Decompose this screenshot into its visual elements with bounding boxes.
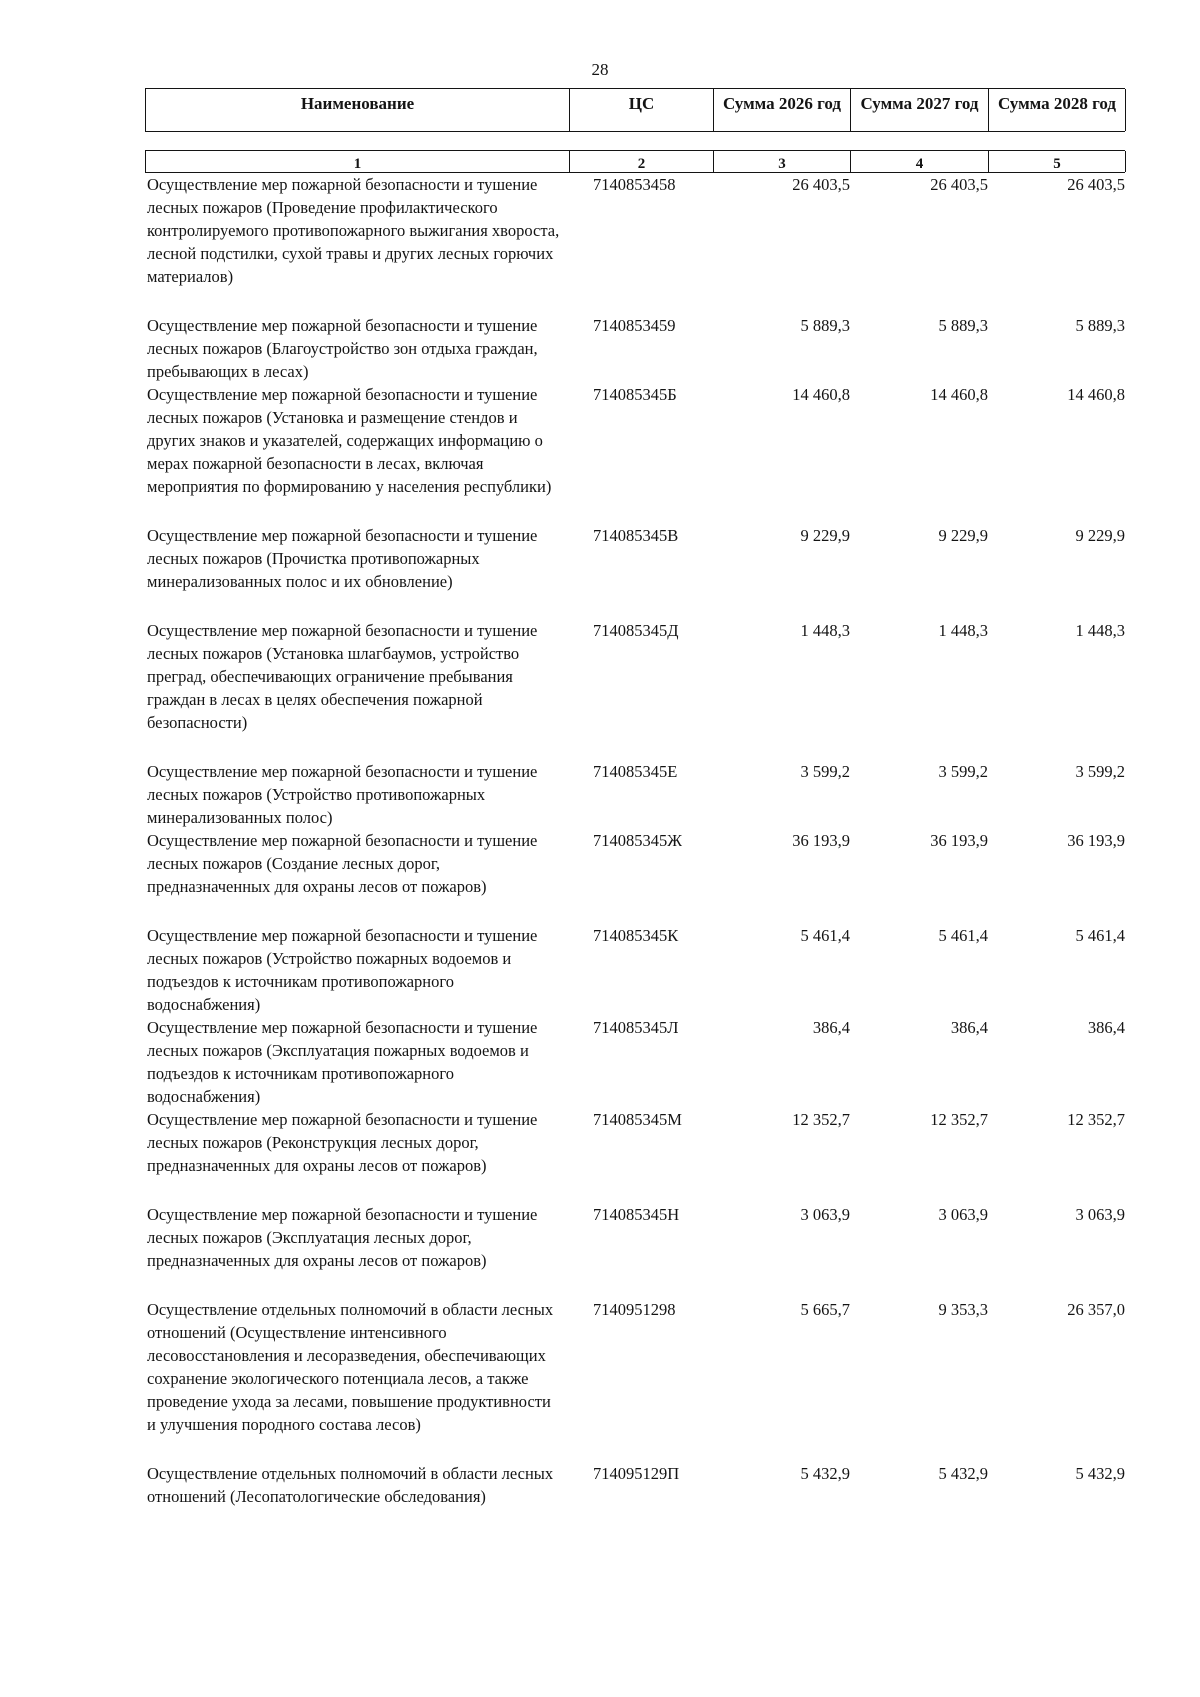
row-name: Осуществление мер пожарной безопасности и тушение лесных пожаров (Благоустройство зон отдыха граждан, пребывающих в лесах) xyxy=(147,316,538,381)
table-row xyxy=(145,1298,1125,1436)
table-row xyxy=(145,1203,1125,1272)
row-code: 714095129П xyxy=(593,1464,680,1483)
table-row xyxy=(145,619,1125,734)
row-sum-2026: 1 448,3 xyxy=(800,621,850,640)
row-name: Осуществление мер пожарной безопасности и тушение лесных пожаров (Эксплуатация пожарных водоемов и подъездов к источникам противопожарного водоснабжения) xyxy=(147,1018,538,1106)
row-sum-2028: 5 432,9 xyxy=(1075,1464,1125,1483)
row-name: Осуществление мер пожарной безопасности и тушение лесных пожаров (Эксплуатация лесных дорог, предназначенных для охраны лесов от пожаров) xyxy=(147,1205,538,1270)
row-code: 7140853458 xyxy=(593,175,676,194)
row-code: 7140853459 xyxy=(593,316,676,335)
budget-table xyxy=(145,88,1125,1508)
row-sum-2027: 36 193,9 xyxy=(930,831,988,850)
header-cs: ЦС xyxy=(570,89,714,131)
row-name: Осуществление мер пожарной безопасности и тушение лесных пожаров (Реконструкция лесных дорог, предназначенных для охраны лесов от пожаров) xyxy=(147,1110,538,1175)
row-sum-2027: 9 353,3 xyxy=(938,1300,988,1319)
row-sum-2027: 3 599,2 xyxy=(938,762,988,781)
row-sum-2026: 5 432,9 xyxy=(800,1464,850,1483)
column-number-2: 2 xyxy=(570,151,714,172)
row-sum-2026: 36 193,9 xyxy=(792,831,850,850)
table-row xyxy=(145,524,1125,593)
row-code: 714085345Ж xyxy=(593,831,683,850)
table-row xyxy=(145,924,1125,1016)
row-sum-2027: 9 229,9 xyxy=(938,526,988,545)
row-code: 714085345М xyxy=(593,1110,682,1129)
row-sum-2028: 26 357,0 xyxy=(1067,1300,1125,1319)
row-sum-2028: 386,4 xyxy=(1087,1018,1125,1037)
row-name: Осуществление отдельных полномочий в области лесных отношений (Осуществление интенсивного лесовосстановления и лесоразведения, обеспечивающих сохранение экологического потенциала лесов, а также проведение ухода за лесами, повышение продуктивности и улучшения породного состава лесов) xyxy=(147,1300,554,1434)
row-sum-2027: 5 432,9 xyxy=(938,1464,988,1483)
row-name: Осуществление мер пожарной безопасности и тушение лесных пожаров (Создание лесных дорог, предназначенных для охраны лесов от пожаров) xyxy=(147,831,538,896)
row-sum-2028: 26 403,5 xyxy=(1067,175,1125,194)
row-sum-2027: 1 448,3 xyxy=(938,621,988,640)
row-code: 714085345Б xyxy=(593,385,677,404)
header-name: Наименование xyxy=(146,89,570,131)
header-sum-2026: Сумма 2026 год xyxy=(714,89,851,131)
table-row xyxy=(145,829,1125,898)
row-sum-2026: 9 229,9 xyxy=(800,526,850,545)
row-code: 714085345Е xyxy=(593,762,678,781)
row-sum-2026: 5 665,7 xyxy=(800,1300,850,1319)
column-number-5: 5 xyxy=(989,151,1126,172)
row-sum-2027: 12 352,7 xyxy=(930,1110,988,1129)
row-sum-2028: 3 063,9 xyxy=(1075,1205,1125,1224)
table-row xyxy=(145,1108,1125,1177)
row-name: Осуществление мер пожарной безопасности и тушение лесных пожаров (Устройство пожарных водоемов и подъездов к источникам противопожарного водоснабжения) xyxy=(147,926,538,1014)
row-sum-2028: 5 461,4 xyxy=(1075,926,1125,945)
row-sum-2027: 26 403,5 xyxy=(930,175,988,194)
row-sum-2028: 5 889,3 xyxy=(1075,316,1125,335)
table-row xyxy=(145,1016,1125,1108)
row-sum-2026: 26 403,5 xyxy=(792,175,850,194)
table-row xyxy=(145,760,1125,829)
row-sum-2027: 3 063,9 xyxy=(938,1205,988,1224)
row-name: Осуществление мер пожарной безопасности и тушение лесных пожаров (Установка и размещение стендов и других знаков и указателей, содержащих информацию о мерах пожарной безопасности в лесах, включая мероприятия по формированию у населения республики) xyxy=(147,385,552,496)
row-sum-2027: 386,4 xyxy=(950,1018,988,1037)
row-code: 714085345К xyxy=(593,926,679,945)
page-number: 28 xyxy=(591,60,609,79)
row-sum-2026: 3 599,2 xyxy=(800,762,850,781)
row-name: Осуществление мер пожарной безопасности и тушение лесных пожаров (Прочистка противопожарных минерализованных полос и их обновление) xyxy=(147,526,538,591)
row-code: 714085345Н xyxy=(593,1205,680,1224)
row-sum-2028: 14 460,8 xyxy=(1067,385,1125,404)
row-sum-2026: 5 889,3 xyxy=(800,316,850,335)
header-gap xyxy=(145,132,1125,150)
row-sum-2028: 36 193,9 xyxy=(1067,831,1125,850)
table-row xyxy=(145,173,1125,288)
row-sum-2026: 386,4 xyxy=(812,1018,850,1037)
row-code: 7140951298 xyxy=(593,1300,676,1319)
header-sum-2028: Сумма 2028 год xyxy=(989,89,1126,131)
row-sum-2028: 12 352,7 xyxy=(1067,1110,1125,1129)
row-name: Осуществление мер пожарной безопасности и тушение лесных пожаров (Устройство противопожарных минерализованных полос) xyxy=(147,762,538,827)
row-sum-2026: 14 460,8 xyxy=(792,385,850,404)
row-code: 714085345В xyxy=(593,526,679,545)
column-number-3: 3 xyxy=(714,151,851,172)
table-body xyxy=(145,173,1125,1508)
row-code: 714085345Л xyxy=(593,1018,679,1037)
row-sum-2028: 9 229,9 xyxy=(1075,526,1125,545)
table-header-row xyxy=(145,88,1125,132)
column-number-1: 1 xyxy=(146,151,570,172)
row-code: 714085345Д xyxy=(593,621,679,640)
row-sum-2026: 3 063,9 xyxy=(800,1205,850,1224)
header-sum-2027: Сумма 2027 год xyxy=(851,89,989,131)
row-name: Осуществление мер пожарной безопасности и тушение лесных пожаров (Установка шлагбаумов, устройство преград, обеспечивающих ограничение пребывания граждан в лесах в целях обеспечения пожарной безопасности) xyxy=(147,621,538,732)
table-row xyxy=(145,383,1125,498)
row-sum-2028: 3 599,2 xyxy=(1075,762,1125,781)
row-sum-2027: 5 889,3 xyxy=(938,316,988,335)
row-sum-2026: 12 352,7 xyxy=(792,1110,850,1129)
table-row xyxy=(145,1462,1125,1508)
row-sum-2028: 1 448,3 xyxy=(1075,621,1125,640)
row-name: Осуществление отдельных полномочий в области лесных отношений (Лесопатологические обследования) xyxy=(147,1464,554,1506)
row-name: Осуществление мер пожарной безопасности и тушение лесных пожаров (Проведение профилактического контролируемого противопожарного выжигания хвороста, лесной подстилки, сухой травы и других лесных горючих материалов) xyxy=(147,175,560,286)
row-sum-2026: 5 461,4 xyxy=(800,926,850,945)
column-number-4: 4 xyxy=(851,151,989,172)
row-sum-2027: 14 460,8 xyxy=(930,385,988,404)
row-sum-2027: 5 461,4 xyxy=(938,926,988,945)
table-row xyxy=(145,314,1125,383)
column-number-row xyxy=(145,150,1125,173)
